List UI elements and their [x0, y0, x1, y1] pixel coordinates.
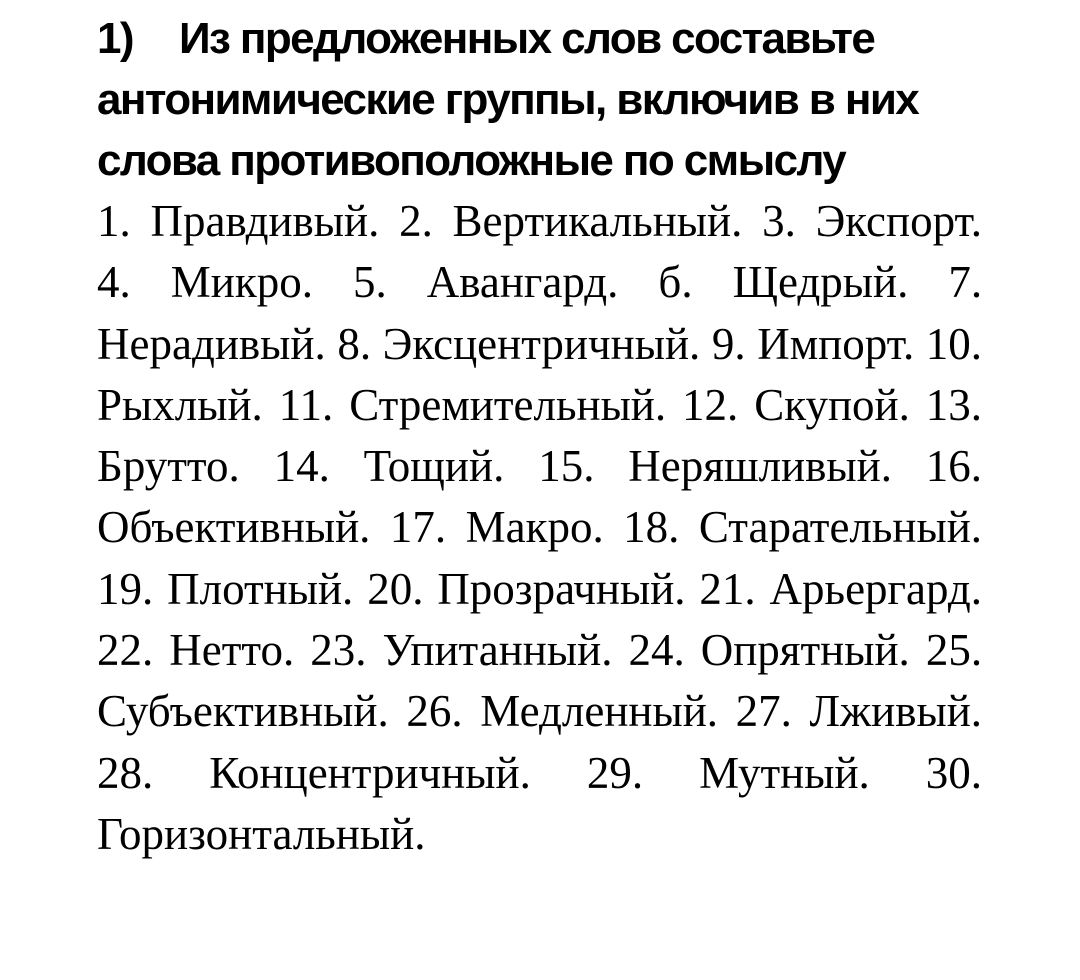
word-number: 5. — [352, 257, 387, 308]
word-list-item — [353, 257, 618, 307]
word-text: Упитанный. — [382, 625, 613, 676]
word-number: 11. — [278, 379, 334, 430]
word-number: 21. — [699, 563, 756, 614]
word-list-item — [390, 502, 604, 552]
word-text: Медленный. — [480, 686, 719, 737]
document-page — [97, 8, 982, 865]
word-number: 26. — [406, 686, 463, 737]
word-text: Нерадивый. — [97, 318, 326, 369]
word-text: Концентричный. — [209, 747, 531, 798]
word-text: Вертикальный. — [452, 196, 743, 246]
word-list-item — [762, 196, 982, 246]
word-number: 25. — [925, 625, 983, 676]
word-list-item — [658, 257, 908, 307]
word-text: Опрятный. — [700, 625, 910, 676]
word-text: Лживый. — [809, 686, 983, 737]
word-number: 23. — [310, 625, 367, 676]
word-text: Неряшливый. — [628, 441, 892, 492]
task-number: 1) — [97, 14, 133, 63]
word-number: 3. — [762, 196, 796, 246]
word-number: 18. — [623, 502, 680, 553]
word-number: 7. — [948, 257, 983, 308]
word-list-item — [279, 380, 666, 430]
word-number: 10. — [925, 318, 983, 369]
word-list-item — [310, 625, 612, 675]
word-list-item — [406, 686, 718, 736]
word-text: Субъективный. — [97, 686, 389, 737]
word-text: Рыхлый. — [97, 379, 263, 430]
word-text: Арьергард. — [769, 563, 983, 614]
word-text: Тощий. — [363, 441, 505, 492]
word-list-item — [97, 625, 294, 675]
word-number: 29. — [586, 747, 644, 798]
word-number: 2. — [399, 196, 433, 246]
word-text: Авангард. — [426, 257, 619, 308]
word-list-item — [682, 380, 910, 430]
word-list-item — [628, 625, 909, 675]
word-list-item — [97, 257, 313, 307]
word-text: Микро. — [170, 257, 313, 308]
word-number: 12. — [682, 379, 739, 430]
word-number: 27. — [735, 686, 792, 737]
word-text: Брутто. — [97, 441, 240, 492]
word-list-item — [623, 502, 982, 552]
word-number: 15. — [538, 441, 595, 492]
word-number: 8. — [337, 318, 372, 369]
word-text: Стремительный. — [349, 379, 667, 430]
word-list-item — [736, 686, 982, 736]
word-number: 14. — [273, 441, 330, 492]
word-number: б. — [658, 257, 693, 308]
word-number: 19. — [97, 563, 154, 614]
word-text: Нетто. — [169, 625, 295, 676]
word-list-item — [538, 441, 892, 491]
word-text: Правдивый. — [150, 196, 380, 246]
word-list-item — [337, 319, 700, 369]
word-number: 28. — [97, 747, 154, 798]
word-list-item — [712, 319, 914, 369]
word-text: Импорт. — [757, 318, 915, 369]
word-number: 4. — [97, 257, 131, 308]
word-text: Экспорт. — [815, 196, 983, 246]
word-list-item — [699, 564, 982, 614]
word-number: 30. — [925, 747, 983, 798]
word-list-item — [367, 564, 685, 614]
word-number: 16. — [925, 441, 983, 492]
word-list-item — [97, 564, 353, 614]
word-number: 22. — [97, 625, 154, 676]
word-text: Плотный. — [167, 563, 354, 614]
task-heading-text: Из предложенных слов составьте антонимические группы, включив в них слова противоположные по смыслу — [97, 14, 919, 185]
word-number: 20. — [367, 563, 424, 614]
word-text: Мутный. — [699, 747, 870, 798]
word-list — [97, 191, 982, 865]
word-text: Эксцентричный. — [382, 318, 701, 369]
word-number: 9. — [711, 318, 746, 369]
word-text: Старательный. — [698, 502, 983, 553]
word-list-item — [399, 196, 742, 246]
word-number: 13. — [925, 379, 983, 430]
word-list-item — [97, 748, 531, 798]
word-number: 1. — [97, 196, 131, 246]
word-text: Скупой. — [754, 379, 910, 430]
word-text: Щедрый. — [732, 257, 909, 308]
word-list-item — [587, 748, 870, 798]
word-text: Прозрачный. — [437, 563, 686, 614]
word-text: Макро. — [465, 502, 604, 553]
word-number: 17. — [389, 502, 447, 553]
word-list-item — [97, 196, 379, 246]
word-text: Объективный. — [97, 502, 371, 553]
word-number: 24. — [628, 625, 685, 676]
task-heading — [97, 8, 982, 191]
word-text: Горизонтальный. — [97, 808, 426, 859]
word-list-item — [274, 441, 505, 491]
